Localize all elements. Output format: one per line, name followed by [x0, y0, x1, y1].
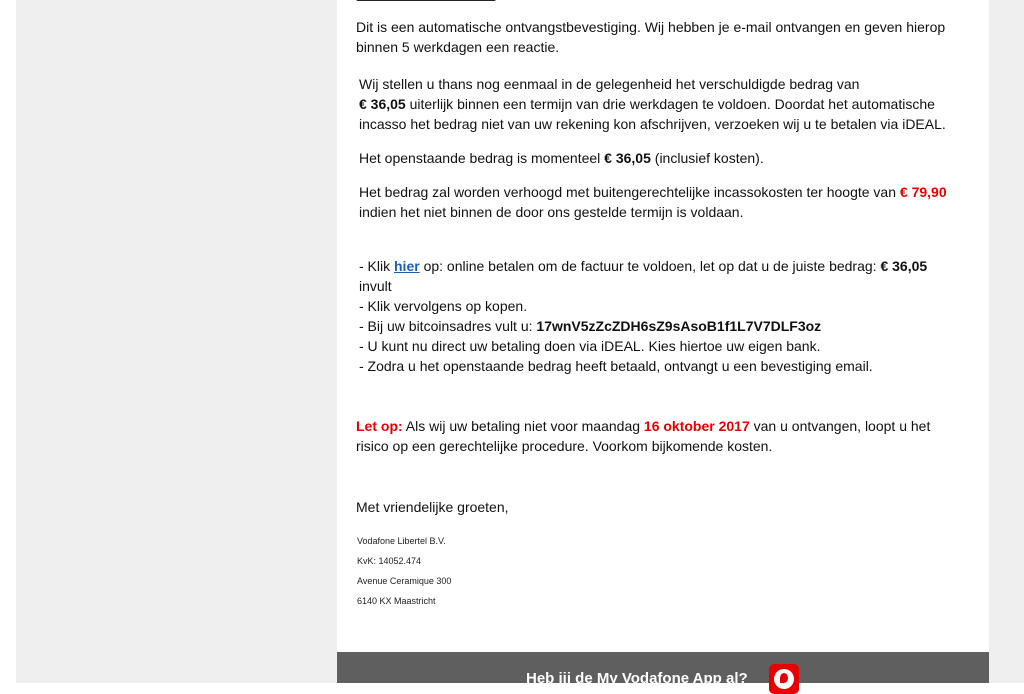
amount-due: € 36,05 [359, 96, 406, 112]
signature-company: Vodafone Libertel B.V. [357, 536, 446, 546]
page-background-left [16, 0, 337, 520]
signature-kvk: KvK: 14052.474 [357, 556, 422, 566]
warning-line-1: Let op: Als wij uw betaling niet voor maandag 16 oktober 2017 van u ontvangen, loopt u het [356, 418, 931, 434]
step-2: - Klik vervolgens op kopen. [359, 298, 528, 314]
paragraph-1-line-1: Wij stellen u thans nog eenmaal in de gelegenheid het verschuldigde bedrag van [359, 76, 860, 92]
step-4: - U kunt nu direct uw betaling doen via iDEAL. Kies hiertoe uw eigen bank. [359, 338, 821, 354]
deadline-date: 16 oktober 2017 [643, 418, 750, 434]
page-background-left-lower [16, 520, 337, 683]
greeting: Met vriendelijke groeten, [356, 499, 509, 515]
warning-label: Let op: [356, 418, 403, 434]
vodafone-logo-icon[interactable] [769, 664, 799, 694]
paragraph-1-line-2: € 36,05 uiterlijk binnen een termijn van drie werkdagen te voldoen. Doordat het automatische [359, 96, 935, 112]
page-background-right [989, 0, 1024, 683]
payment-link[interactable]: hier [394, 258, 420, 274]
step-5: - Zodra u het openstaande bedrag heeft betaald, ontvangt u een bevestiging email. [359, 358, 873, 374]
app-promo-banner[interactable] [337, 652, 989, 687]
warning-line-2: risico op een gerechtelijke procedure. Voorkom bijkomende kosten. [356, 438, 773, 454]
collection-costs-amount: € 79,90 [899, 184, 947, 200]
vodafone-logo-circle [774, 669, 794, 689]
signature-city: 6140 KX Maastricht [357, 596, 436, 606]
paragraph-2: Het openstaande bedrag is momenteel € 36,05 (inclusief kosten). [359, 150, 764, 166]
app-promo-text[interactable]: Heb jij de My Vodafone App al? [526, 670, 748, 687]
paragraph-3-line-1: Het bedrag zal worden verhoogd met buitengerechtelijke incassokosten ter hoogte van € 79,90 [359, 184, 947, 200]
step-amount: € 36,05 [880, 258, 928, 274]
paragraph-3-line-2: indien het niet binnen de door ons gestelde termijn is voldaan. [359, 204, 744, 220]
signature-street: Avenue Ceramique 300 [357, 576, 452, 586]
header-remnant [356, 0, 496, 1]
step-3: - Bij uw bitcoinsadres vult u: 17wnV5zZcZDH6sZ9sAsoB1f1L7V7DLF3oz [359, 318, 822, 334]
intro-line-2: binnen 5 werkdagen een reactie. [356, 39, 560, 55]
paragraph-1-line-3: incasso het bedrag niet van uw rekening kon afschrijven, verzoeken wij u te betalen via iDEAL. [359, 116, 946, 132]
outstanding-amount: € 36,05 [604, 150, 651, 166]
step-1: - Klik hier op: online betalen om de factuur te voldoen, let op dat u de juiste bedrag: € 36,05 [359, 258, 928, 274]
vodafone-logo-mark [780, 673, 788, 683]
bitcoin-address: 17wnV5zZcZDH6sZ9sAsoB1f1L7V7DLF3oz [536, 318, 822, 334]
intro-line-1: Dit is een automatische ontvangstbevestiging. Wij hebben je e-mail ontvangen en geven hierop [356, 19, 946, 35]
step-1-continuation: invult [359, 278, 392, 294]
